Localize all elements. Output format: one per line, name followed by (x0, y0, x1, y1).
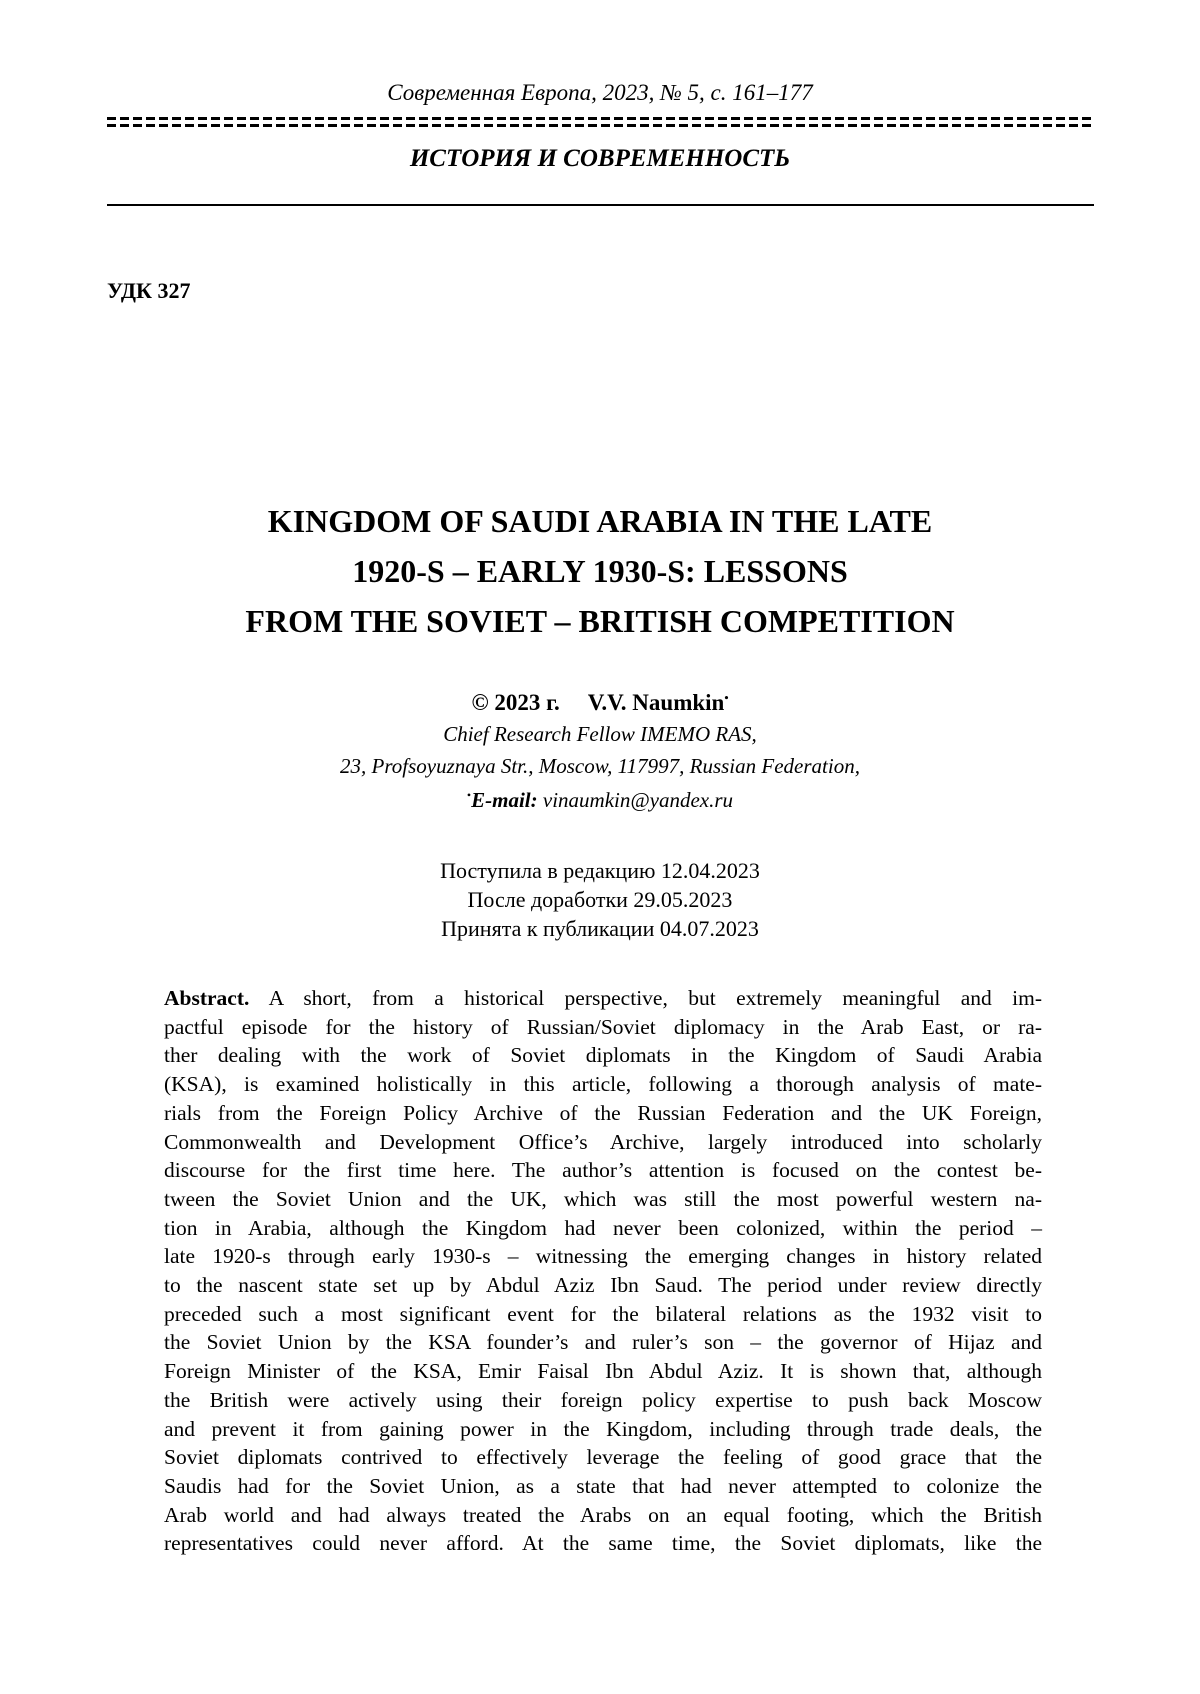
section-title: ИСТОРИЯ И СОВРЕМЕННОСТЬ (409, 145, 791, 172)
author-address: 23, Profsoyuznaya Str., Moscow, 117997, Russian Federation, (340, 754, 860, 778)
abstract-line: Saudis had for the Soviet Union, as a state that had never attempted to colonize the (164, 1473, 1042, 1498)
journal-citation: Современная Европа, 2023, № 5, с. 161–177 (387, 80, 813, 105)
author-marker: • (724, 690, 729, 705)
abstract-line (164, 984, 1042, 1013)
abstract-line: to the nascent state set up by Abdul Aziz Ibn Saud. The period under review directly (164, 1273, 1042, 1298)
date-revised: После доработки 29.05.2023 (467, 887, 733, 912)
date-accepted: Принята к публикации 04.07.2023 (441, 916, 759, 941)
header-double-rule (107, 117, 1094, 128)
copyright-year: © 2023 г. (471, 690, 560, 715)
abstract-line: Commonwealth and Development Office’s Archive, largely introduced into scholarly (164, 1129, 1042, 1154)
email-label: E-mail: (471, 788, 538, 812)
email-marker: • (466, 788, 472, 802)
abstract-text: A short, from a historical perspective, but extremely meaningful and im- (268, 986, 1042, 1010)
abstract-line: pactful episode for the history of Russian/Soviet diplomacy in the Arab East, or ra- (164, 1014, 1042, 1039)
abstract-line: Soviet diplomats contrived to effectively leverage the feeling of good grace that the (164, 1445, 1042, 1470)
abstract-line: discourse for the first time here. The author’s attention is focused on the contest be- (164, 1158, 1042, 1183)
title-line: FROM THE SOVIET – BRITISH COMPETITION (245, 603, 955, 639)
abstract-line: rials from the Foreign Policy Archive of the Russian Federation and the UK Foreign, (164, 1100, 1042, 1125)
abstract (164, 984, 1042, 1558)
date-received: Поступила в редакцию 12.04.2023 (440, 858, 760, 883)
header-rule (107, 204, 1094, 206)
title-line: 1920-S – EARLY 1930-S: LESSONS (352, 553, 848, 589)
abstract-label: Abstract. (164, 986, 250, 1010)
author-email[interactable]: vinaumkin@yandex.ru (542, 788, 734, 812)
udk-code: УДК 327 (107, 278, 191, 303)
author-block (0, 688, 1200, 816)
article-title (0, 496, 1200, 646)
author-email-line (0, 784, 1200, 816)
abstract-line: preceded such a most significant event for the bilateral relations as the 1932 visit to (164, 1301, 1042, 1326)
submission-dates (0, 856, 1200, 943)
title-line: KINGDOM OF SAUDI ARABIA IN THE LATE (267, 503, 933, 539)
abstract-line: late 1920-s through early 1930-s – witnessing the emerging changes in history related (164, 1244, 1042, 1269)
abstract-line: the British were actively using their foreign policy expertise to push back Moscow (164, 1387, 1042, 1412)
abstract-line: representatives could never afford. At the same time, the Soviet diplomats, like the (164, 1531, 1042, 1556)
abstract-line: Foreign Minister of the KSA, Emir Faisal Ibn Abdul Aziz. It is shown that, although (164, 1359, 1042, 1384)
abstract-line: the Soviet Union by the KSA founder’s and ruler’s son – the governor of Hijaz and (164, 1330, 1042, 1355)
author-line (0, 688, 1200, 718)
abstract-line: tion in Arabia, although the Kingdom had never been colonized, within the period – (164, 1215, 1042, 1240)
abstract-line: Arab world and had always treated the Arabs on an equal footing, which the British (164, 1502, 1042, 1527)
abstract-line: ther dealing with the work of Soviet diplomats in the Kingdom of Saudi Arabia (164, 1043, 1042, 1068)
author-name: V.V. Naumkin (587, 690, 725, 715)
abstract-line: and prevent it from gaining power in the Kingdom, including through trade deals, the (164, 1416, 1042, 1441)
abstract-line: (KSA), is examined holistically in this article, following a thorough analysis of mate- (164, 1072, 1042, 1097)
author-position: Chief Research Fellow IMEMO RAS, (443, 722, 757, 746)
abstract-line: tween the Soviet Union and the UK, which was still the most powerful western na- (164, 1186, 1042, 1211)
